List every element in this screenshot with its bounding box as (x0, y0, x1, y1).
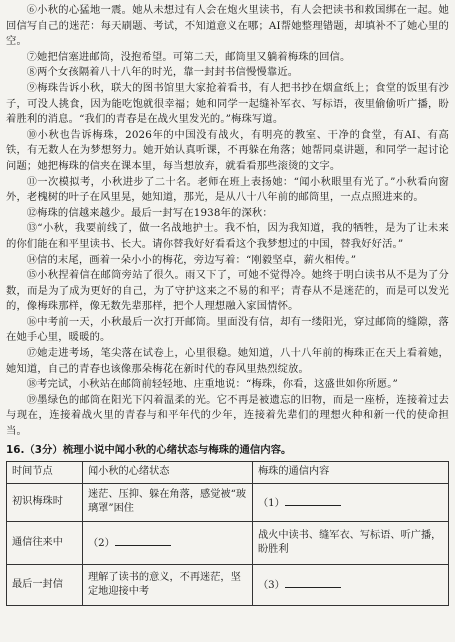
paragraph-16: ⑯中考前一天，小秋最后一次打开邮筒。里面没有信，却有一缕阳光，穿过邮筒的缝隙，落在她手心里，暖暖的。 (6, 315, 449, 344)
cell-content: 战火中读书、缝军衣、写标语、听广播，盼胜利 (253, 521, 449, 564)
blank-number: （3） (258, 580, 285, 592)
paragraph-18: ⑱考完试，小秋站在邮筒前轻轻地、庄重地说：“梅珠，你看，这盛世如你所愿。” (26, 378, 398, 391)
answer-table (6, 461, 449, 606)
paragraph-10: ⑩小秋也告诉梅珠，2026年的中国没有战火，有明亮的教室、干净的食堂，有AI、有高铁，有无数人在为梦想努力。她开始认真听课，不再躲在角落；她帮同桌讲题，和同学一起讨论问题；她把梅珠的信夹在课本里，每当想放弃，就看看那些滚烫的文字。 (6, 128, 449, 172)
paragraph-8: ⑧两个女孩隔着八十八年的时光，靠一封封书信慢慢靠近。 (26, 66, 299, 79)
table-header-row (7, 461, 449, 483)
paragraph-13: ⑬“小秋，我要前线了，做一名战地护士。我不怕，因为我知道，我的牺牲，是为了让未来的你们能在和平里读书、长大。请你替我好好看看这个我梦想过的中国，替我好好活。” (6, 222, 449, 250)
question-16: 16.（3分）梳理小说中闻小秋的心绪状态与梅珠的通信内容。 (6, 443, 292, 456)
table-row (7, 483, 449, 521)
table-row (7, 521, 449, 564)
paragraph-7: ⑦她把信塞进邮筒，没抱希望。可第二天，邮筒里又躺着梅珠的回信。 (26, 50, 351, 63)
header-state: 闻小秋的心绪状态 (83, 461, 253, 483)
cell-content (253, 483, 449, 521)
header-content: 梅珠的通信内容 (253, 461, 449, 483)
paragraph-11: ⑪一次模拟考，小秋进步了二十名。老师在班上表扬她：“闻小秋眼里有光了。”小秋看向窗外，老槐树的叶子在风里晃，她知道，那光，是从八十八年前的邮筒里，一点点照进来的。 (6, 175, 449, 204)
header-time: 时间节点 (7, 461, 83, 483)
paragraph-6: ⑥小秋的心猛地一震。她从未想过有人会在炮火里读书，有人会把读书和救国绑在一起。她回信写自己的迷茫：每天刷题、考试，不知道意义在哪；AI帮她整理错题，却填补不了她心里的空。 (6, 4, 449, 48)
paragraph-19: ⑲墨绿色的邮筒在阳光下闪着温柔的光。它不再是被遗忘的旧物，而是一座桥，连接着过去与现在，连接着战火里的青春与和平年代的少年，连接着先辈们的理想火种和新一代的使命担当。 (6, 393, 449, 438)
paragraph-17: ⑰她走进考场，笔尖落在试卷上，心里很稳。她知道，八十八年前的梅珠正在天上看着她，她知道，自己的青春也该像那朵梅花在新时代的春风里热烈绽放。 (6, 347, 449, 375)
paragraph-15: ⑮小秋捏着信在邮筒旁站了很久。雨又下了，可她不觉得冷。她终于明白读书从不是为了分数，而是为了成为更好的自己，为了守护这来之不易的和平；青春从不是迷茫的，而是可以发光的，像梅珠那样，像无数先辈那样，把个人理想融入家国情怀。 (6, 269, 449, 313)
blank-number: （2） (88, 538, 115, 550)
paragraph-9: ⑨梅珠告诉小秋，联大的图书馆里大家抢着看书，有人把书抄在烟盒纸上；食堂的饭里有沙子，可没人挑食，因为能吃饱就很幸福；她和同学一起缝补军衣、写标语，夜里偷偷听广播，盼着胜利的消息。“我们的青春是在战火里发光的。”梅珠写道。 (6, 81, 449, 126)
answer-blank-1[interactable] (285, 494, 341, 506)
paragraph-14: ⑭信的末尾，画着一朵小小的梅花，旁边写着：“刚毅坚卓，薪火相传。” (26, 253, 357, 266)
blank-number: （1） (258, 497, 285, 509)
paragraph-12: ⑫梅珠的信越来越少。最后一封写在1938年的深秋： (26, 206, 273, 219)
cell-time: 初识梅珠时 (7, 483, 83, 521)
cell-time: 最后一封信 (7, 564, 83, 605)
cell-state (83, 521, 253, 564)
answer-blank-2[interactable] (115, 534, 171, 546)
cell-state: 迷茫、压抑、躲在角落，感觉被“玻璃罩”困住 (83, 483, 253, 521)
cell-state: 理解了读书的意义，不再迷茫，坚定地迎接中考 (83, 564, 253, 605)
cell-content (253, 564, 449, 605)
answer-blank-3[interactable] (285, 576, 341, 588)
cell-time: 通信往来中 (7, 521, 83, 564)
table-row (7, 564, 449, 605)
